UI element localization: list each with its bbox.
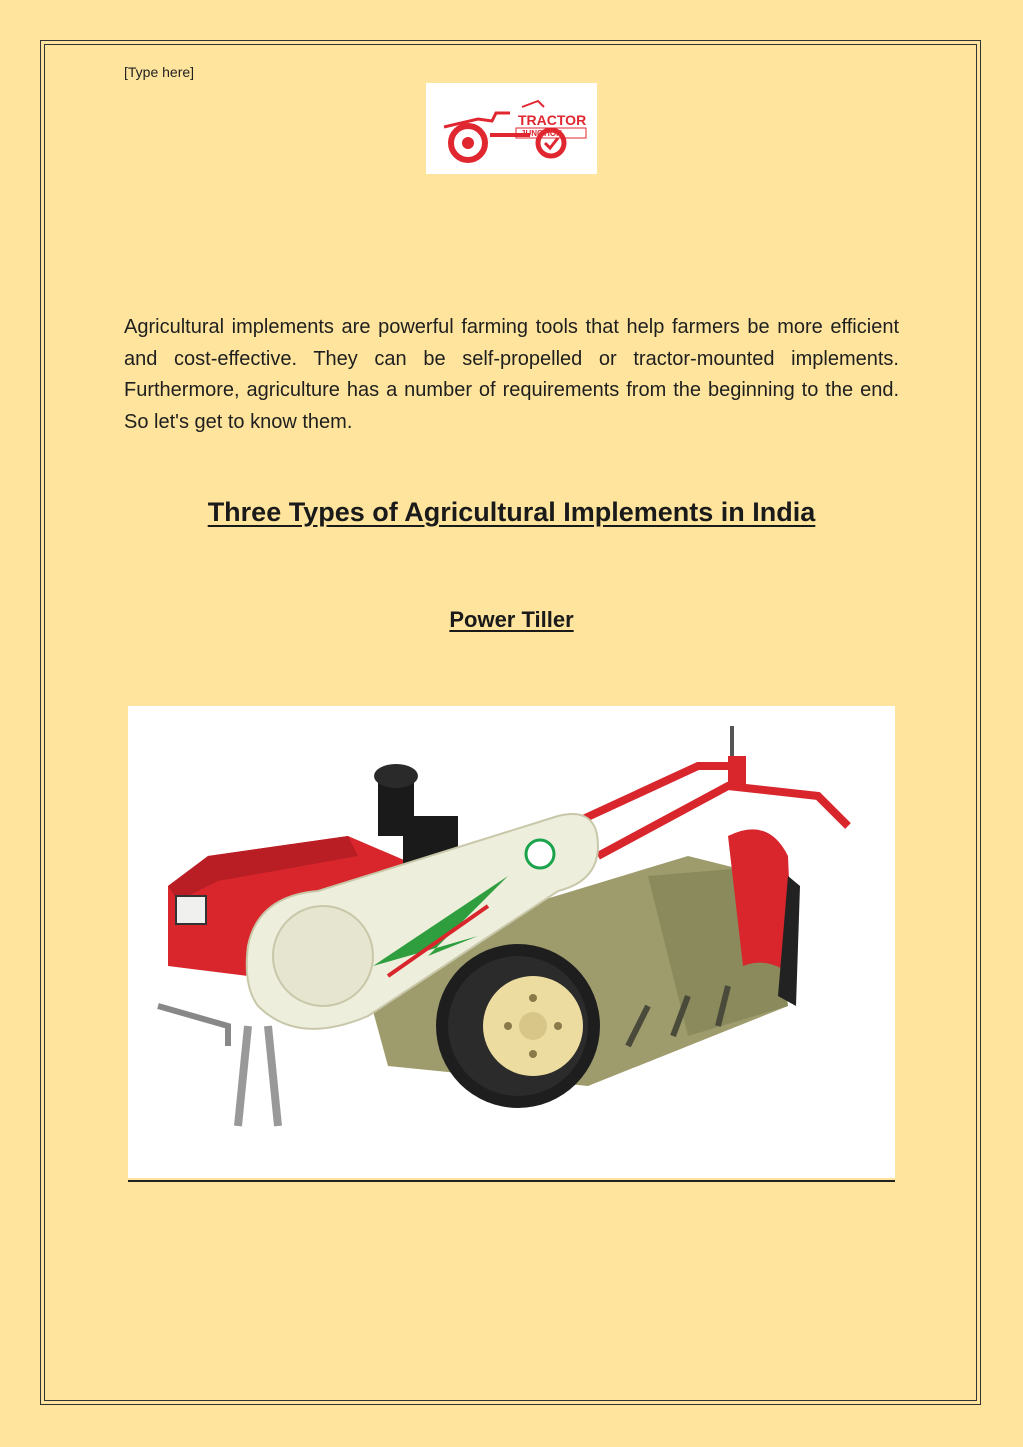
power-tiller-illustration [128,706,895,1178]
section-subtitle-text: Power Tiller [449,607,574,632]
logo-line1: TRACTOR [518,112,587,128]
section-title [0,497,1023,528]
header-placeholder[interactable]: [Type here] [124,64,195,80]
power-tiller-image [128,706,895,1178]
logo-line2: JUNCTION [521,129,562,138]
section-title-text: Three Types of Agricultural Implements in India [207,497,816,527]
image-underline [128,1180,895,1182]
logo-graphic [426,83,597,174]
section-subtitle [0,607,1023,633]
tractor-junction-logo [426,83,597,174]
intro-paragraph: Agricultural implements are powerful farming tools that help farmers be more efficient and cost-effective. They can be self-propelled or tractor-mounted implements. Furthermore, agriculture has a number of requirements from the beginning to the end. So let's get to know them. [124,316,899,433]
